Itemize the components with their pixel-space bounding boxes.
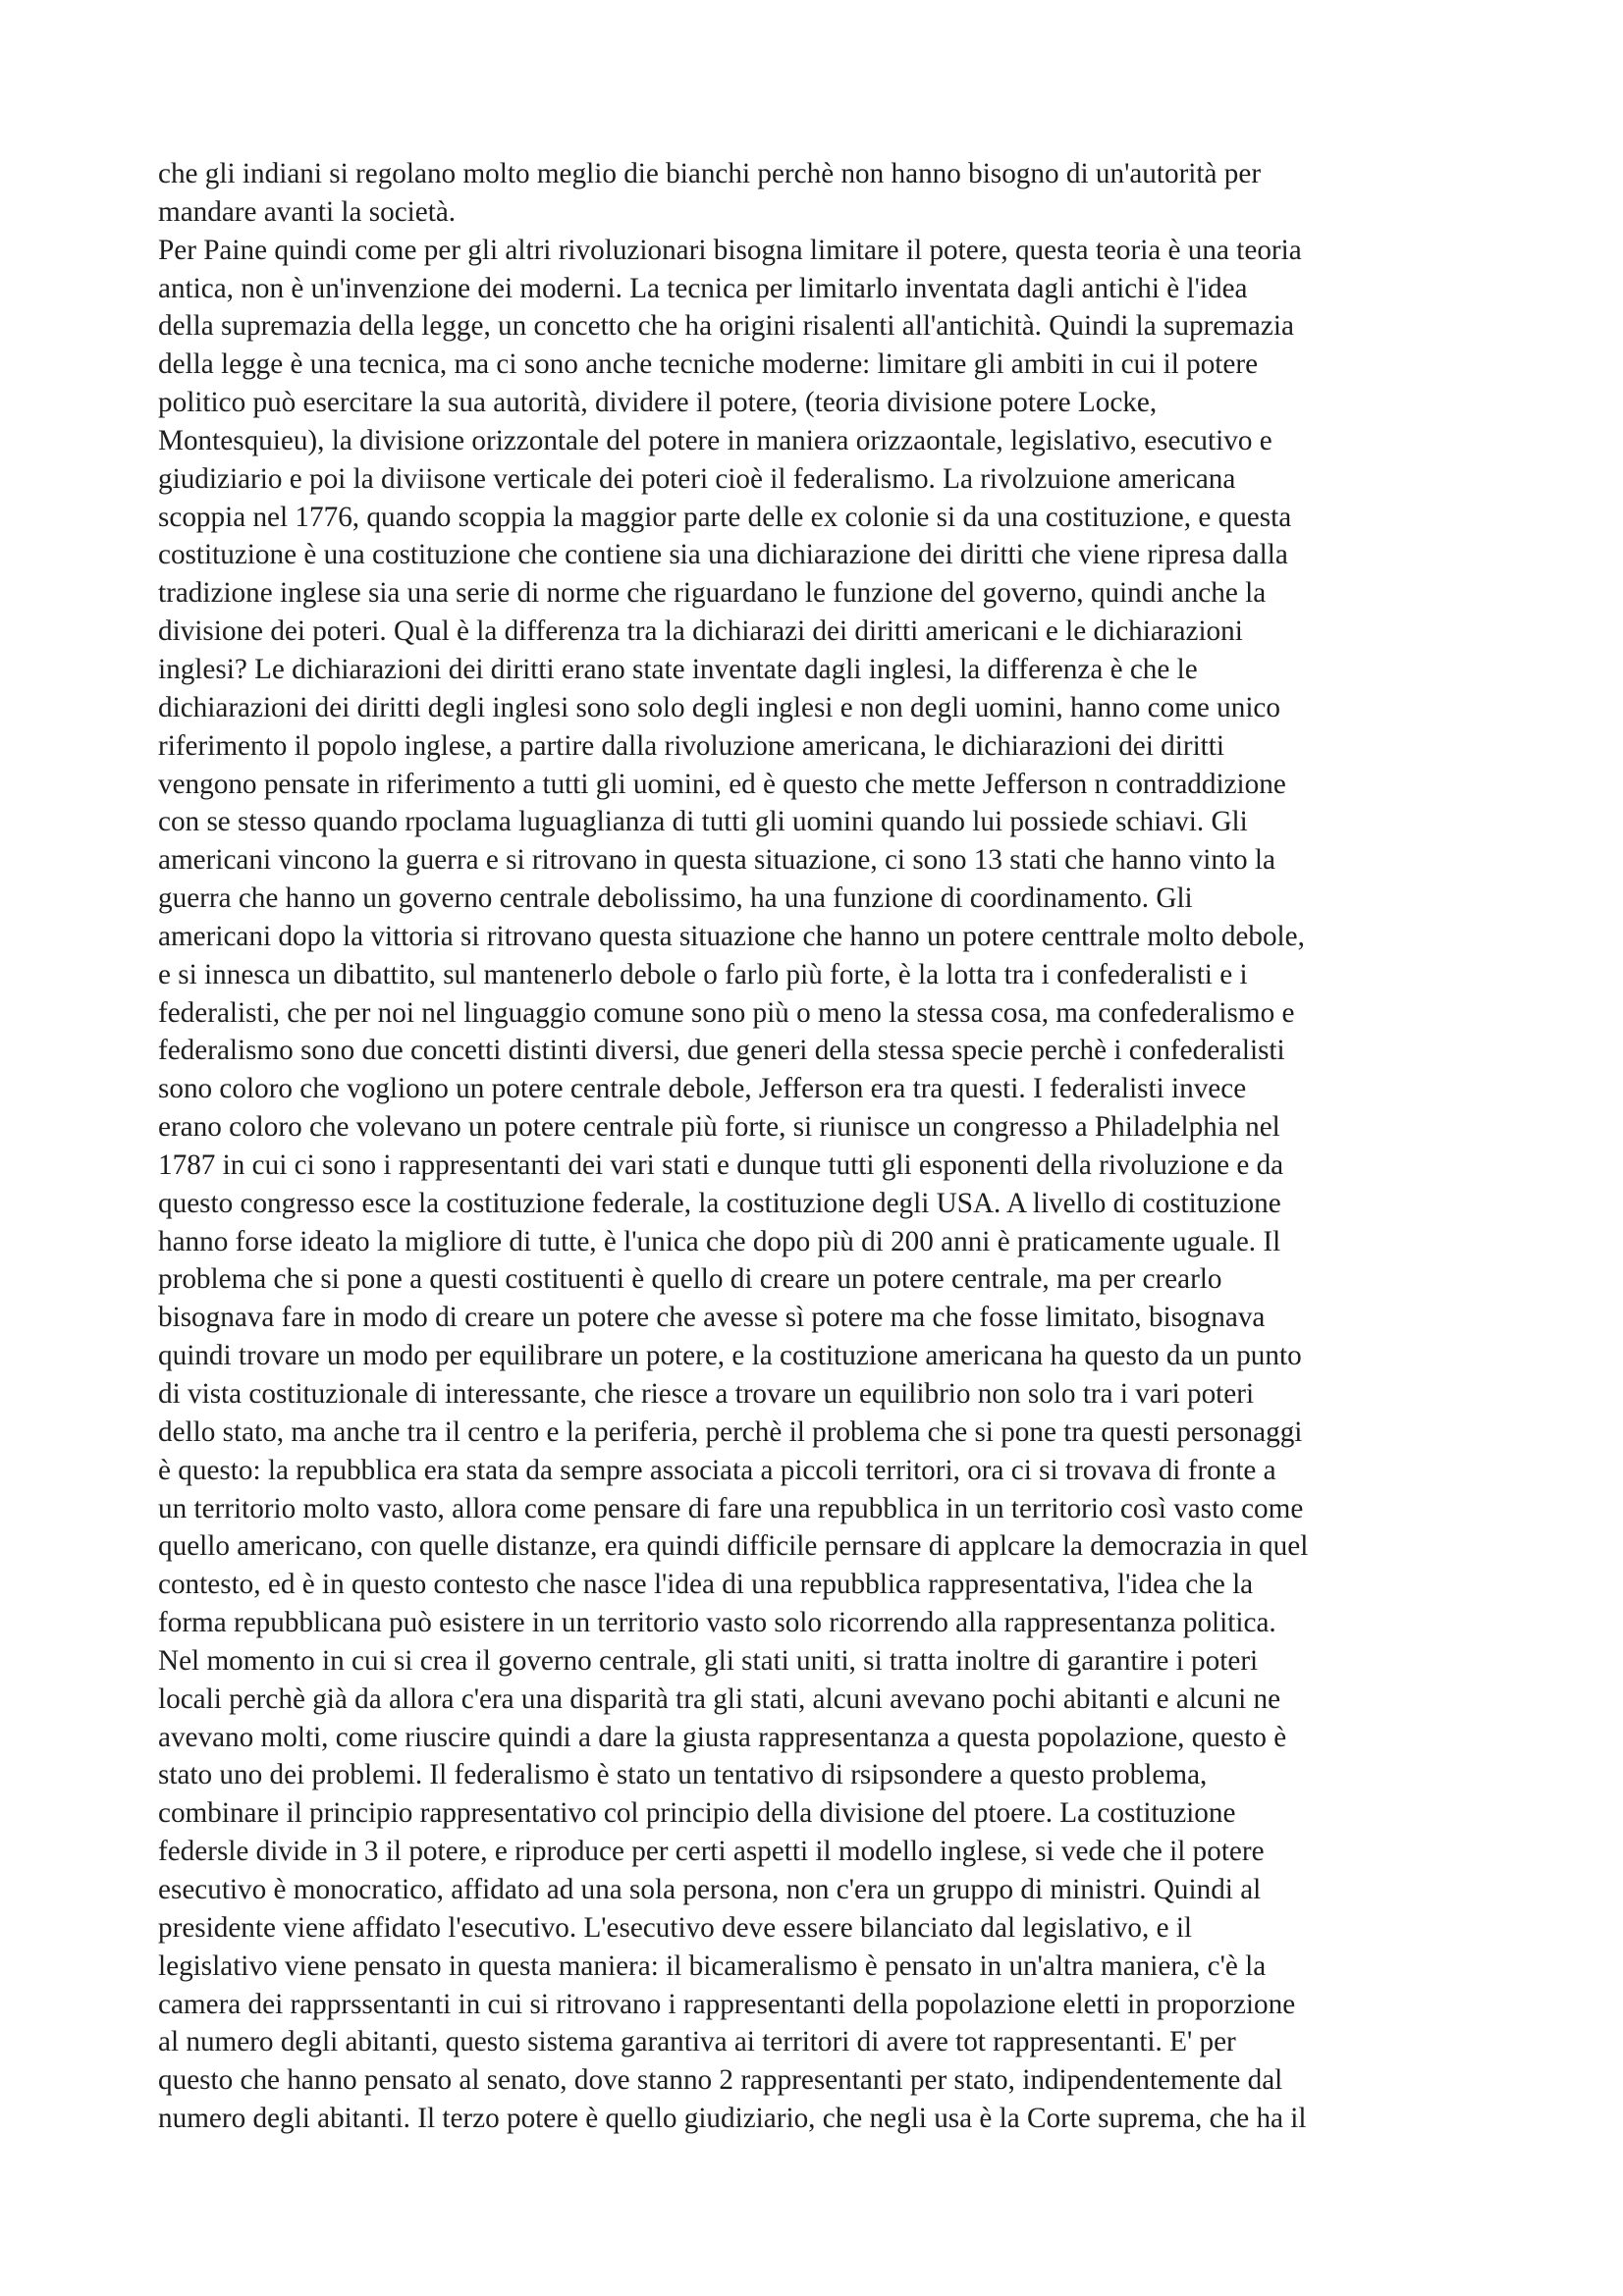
text-line: federsle divide in 3 il potere, e riproduce per certi aspetti il modello inglese, si vede che il potere	[158, 1836, 1265, 1868]
text-line: sono coloro che vogliono un potere centrale debole, Jefferson era tra questi. I federalisti invece	[158, 1073, 1247, 1105]
text-line: legislativo viene pensato in questa maniera: il bicameralismo è pensato in un'altra maniera, c'è la	[158, 1949, 1267, 1982]
text-line: problema che si pone a questi costituenti è quello di creare un potere centrale, ma per crearlo	[158, 1263, 1222, 1296]
text-line: 1787 in cui ci sono i rappresentanti dei vari stati e dunque tutti gli esponenti della rivoluzione e da	[158, 1148, 1284, 1181]
text-line: guerra che hanno un governo centrale debolissimo, ha una funzione di coordinamento. Gli	[158, 882, 1193, 915]
text-line: costituzione è una costituzione che contiene sia una dichiarazione dei diritti che viene ripresa dalla	[158, 539, 1288, 571]
text-line: al numero degli abitanti, questo sistema garantiva ai territori di avere tot rappresentanti. E' per	[158, 2026, 1236, 2058]
text-line: presidente viene affidato l'esecutivo. L'esecutivo deve essere bilanciato dal legislativo, e il	[158, 1911, 1193, 1944]
text-line: è questo: la repubblica era stata da sempre associata a piccoli territori, ora ci si trovava di fronte a	[158, 1454, 1276, 1486]
text-line: esecutivo è monocratico, affidato ad una sola persona, non c'era un gruppo di ministri. Quindi al	[158, 1873, 1262, 1905]
text-line: che gli indiani si regolano molto meglio die bianchi perchè non hanno bisogno di un'autorità per	[158, 158, 1262, 189]
text-line: Nel momento in cui si crea il governo centrale, gli stati uniti, si tratta inoltre di garantire i poteri	[158, 1644, 1259, 1677]
text-line: quello americano, con quelle distanze, era quindi difficile pernsare di applcare la democrazia in quel	[158, 1530, 1309, 1563]
text-line: della legge è una tecnica, ma ci sono anche tecniche moderne: limitare gli ambiti in cui il potere	[158, 348, 1259, 381]
text-line: Montesquieu), la divisione orizzontale del potere in maniera orizzaontale, legislativo, esecutivo e	[158, 424, 1272, 456]
text-line: camera dei rapprssentanti in cui si ritrovano i rappresentanti della popolazione eletti in proporzione	[158, 1988, 1296, 2020]
text-line: contesto, ed è in questo contesto che nasce l'idea di una repubblica rappresentativa, l'idea che la	[158, 1569, 1254, 1601]
text-line: hanno forse ideato la migliore di tutte, è l'unica che dopo più di 200 anni è praticamente uguale. Il	[158, 1225, 1281, 1257]
text-line: vengono pensate in riferimento a tutti gli uomini, ed è questo che mette Jefferson n contraddizione	[158, 768, 1286, 800]
text-line: politico può esercitare la sua autorità, dividere il potere, (teoria divisione potere Locke,	[158, 387, 1158, 419]
text-line: con se stesso quando rpoclama luguaglianza di tutti gli uomini quando lui possiede schiavi. Gli	[158, 806, 1248, 838]
text-line: tradizione inglese sia una serie di norme che riguardano le funzione del governo, quindi anche la	[158, 577, 1267, 610]
text-line: Per Paine quindi come per gli altri rivoluzionari bisogna limitare il potere, questa teoria è una teoria	[158, 234, 1302, 266]
text-line: stato uno dei problemi. Il federalismo è stato un tentativo di rsipsondere a questo problema,	[158, 1759, 1208, 1791]
text-line: riferimento il popolo inglese, a partire dalla rivoluzione americana, le dichiarazioni dei diritti	[158, 729, 1225, 762]
text-line: locali perchè già da allora c'era una disparità tra gli stati, alcuni avevano pochi abitanti e alcuni ne	[158, 1682, 1281, 1715]
text-line: questo congresso esce la costituzione federale, la costituzione degli USA. A livello di costituzione	[158, 1187, 1281, 1219]
text-line: americani dopo la vittoria si ritrovano questa situazione che hanno un potere centtrale molto debole,	[158, 920, 1305, 952]
text-line: dichiarazioni dei diritti degli inglesi sono solo degli inglesi e non degli uomini, hanno come unico	[158, 691, 1280, 723]
text-line: forma repubblicana può esistere in un territorio vasto solo ricorrendo alla rappresentanza politica.	[158, 1607, 1276, 1639]
text-line: e si innesca un dibattito, sul mantenerlo debole o farlo più forte, è la lotta tra i confederalisti e i	[158, 958, 1248, 990]
text-line: un territorio molto vasto, allora come pensare di fare una repubblica in un territorio così vasto come	[158, 1492, 1304, 1524]
text-line: numero degli abitanti. Il terzo potere è quello giudiziario, che negli usa è la Corte suprema, che ha il	[158, 2103, 1307, 2135]
text-line: della supremazia della legge, un concetto che ha origini risalenti all'antichità. Quindi la supremazia	[158, 310, 1294, 343]
text-line: antica, non è un'invenzione dei moderni. La tecnica per limitarlo inventata dagli antichi è l'idea	[158, 272, 1248, 304]
text-line: inglesi? Le dichiarazioni dei diritti erano state inventate dagli inglesi, la differenza è che le	[158, 653, 1198, 685]
text-line: federalisti, che per noi nel linguaggio comune sono più o meno la stessa cosa, ma confederalismo e	[158, 996, 1295, 1029]
text-line: questo che hanno pensato al senato, dove stanno 2 rappresentanti per stato, indipendentemente dal	[158, 2064, 1283, 2097]
text-line: divisione dei poteri. Qual è la differenza tra la dichiarazi dei diritti americani e le dichiarazioni	[158, 615, 1243, 648]
text-line: erano coloro che volevano un potere centrale più forte, si riunisce un congresso a Philadelphia nel	[158, 1111, 1280, 1144]
text-line: avevano molti, come riuscire quindi a dare la giusta rappresentanza a questa popolazione, questo è	[158, 1721, 1287, 1753]
text-line: di vista costituzionale di interessante, che riesce a trovare un equilibrio non solo tra i vari poteri	[158, 1378, 1255, 1410]
text-line: mandare avanti la società.	[158, 195, 457, 228]
text-line: giudiziario e poi la diviisone verticale dei poteri cioè il federalismo. La rivolzuione americana	[158, 462, 1236, 495]
text-line: bisognava fare in modo di creare un potere che avesse sì potere ma che fosse limitato, bisognava	[158, 1302, 1266, 1334]
text-line: dello stato, ma anche tra il centro e la periferia, perchè il problema che si pone tra questi personaggi	[158, 1415, 1303, 1448]
text-line: scoppia nel 1776, quando scoppia la maggior parte delle ex colonie si da una costituzione, e questa	[158, 501, 1292, 533]
text-line: federalismo sono due concetti distinti diversi, due generi della stessa specie perchè i confederalisti	[158, 1035, 1285, 1067]
body-text	[158, 155, 1479, 2138]
text-line: combinare il principio rappresentativo col principio della divisione del ptoere. La costituzione	[158, 1797, 1236, 1830]
text-line: quindi trovare un modo per equilibrare un potere, e la costituzione americana ha questo da un punto	[158, 1340, 1302, 1372]
text-line: americani vincono la guerra e si ritrovano in questa situazione, ci sono 13 stati che hanno vinto la	[158, 844, 1275, 877]
